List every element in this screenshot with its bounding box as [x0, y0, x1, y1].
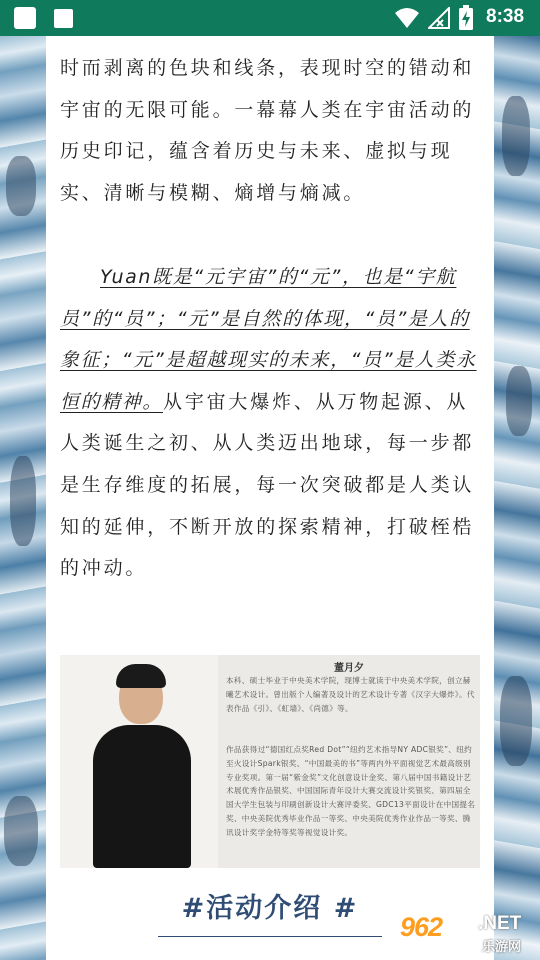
site-watermark: [400, 912, 534, 956]
portrait-photo: [60, 655, 218, 868]
bio-text-panel: [218, 655, 480, 868]
decorative-side-right: [494, 36, 540, 960]
clock: 8:38: [486, 6, 525, 27]
paragraph-text: 从宇宙大爆炸、从万物起源、从人类诞生之初、从人类迈出地球，每一步都是生存维度的拓展，每一次突破都是人类认知的延伸，不断开放的探索精神，打破桎梏的冲动。: [60, 390, 475, 580]
article-card: [46, 36, 494, 960]
bio-paragraph: 本科、硕士毕业于中央美术学院，现博士就读于中央美术学院，创立赫曦艺术设计。曾出版个人编著及设计的艺术设计专著《汉字大爆炸》。代表作品《引》、《虹墙》、《尚德》等。: [226, 676, 475, 713]
watermark-domain: .NET: [478, 913, 522, 934]
notification-icon-secondary: [54, 9, 73, 28]
signal-icon: [428, 7, 450, 29]
status-bar: [0, 0, 540, 36]
section-heading: #活动介绍 #: [181, 893, 359, 924]
heading-divider: [158, 936, 382, 937]
watermark-subtitle: 乐游网: [482, 940, 522, 955]
watermark-logo: 962: [400, 912, 443, 942]
decorative-side-left: [0, 36, 46, 960]
notification-icon: [14, 7, 36, 29]
article-paragraph: 时而剥离的色块和线条，表现时空的错动和宇宙的无限可能。一幕幕人类在宇宙活动的历史印记，蕴含着历史与未来、虚拟与现实、清晰与模糊、熵增与熵减。: [60, 57, 475, 204]
highlighted-quote: Yuan既是“元宇宙”的“元”，也是“宇航员”的“员”；“元”是自然的体现，“员”是人的象征；“元”是超越现实的未来，“员”是人类永恒的精神。: [60, 266, 477, 413]
designer-bio-figure: [60, 655, 480, 868]
wifi-icon: [394, 6, 420, 30]
article-paragraph: [60, 257, 480, 590]
bio-paragraph: 作品获得过“德国红点奖Red Dot”“纽约艺术指导NY ADC银奖”、纽约至火设计Spark银奖、“中国最美的书”等两内外平面视觉艺术最高级别专业奖项。第一届“紫金奖”文化创意设计金奖、第八届中国书籍设计艺术展优秀作品银奖、中国国际青年设计大赛交流设计奖银奖、第四届全国大学生包装与印刷创新设计大赛评委奖、GDC13平面设计在中国提名奖、中央美院优秀毕业作品一等奖、中央美院优秀作业作品一等奖、腾讯设计奖学金特等奖等视觉设计奖。: [226, 745, 476, 837]
bio-name: 董月夕: [334, 663, 364, 674]
battery-charging-icon: [459, 5, 473, 30]
